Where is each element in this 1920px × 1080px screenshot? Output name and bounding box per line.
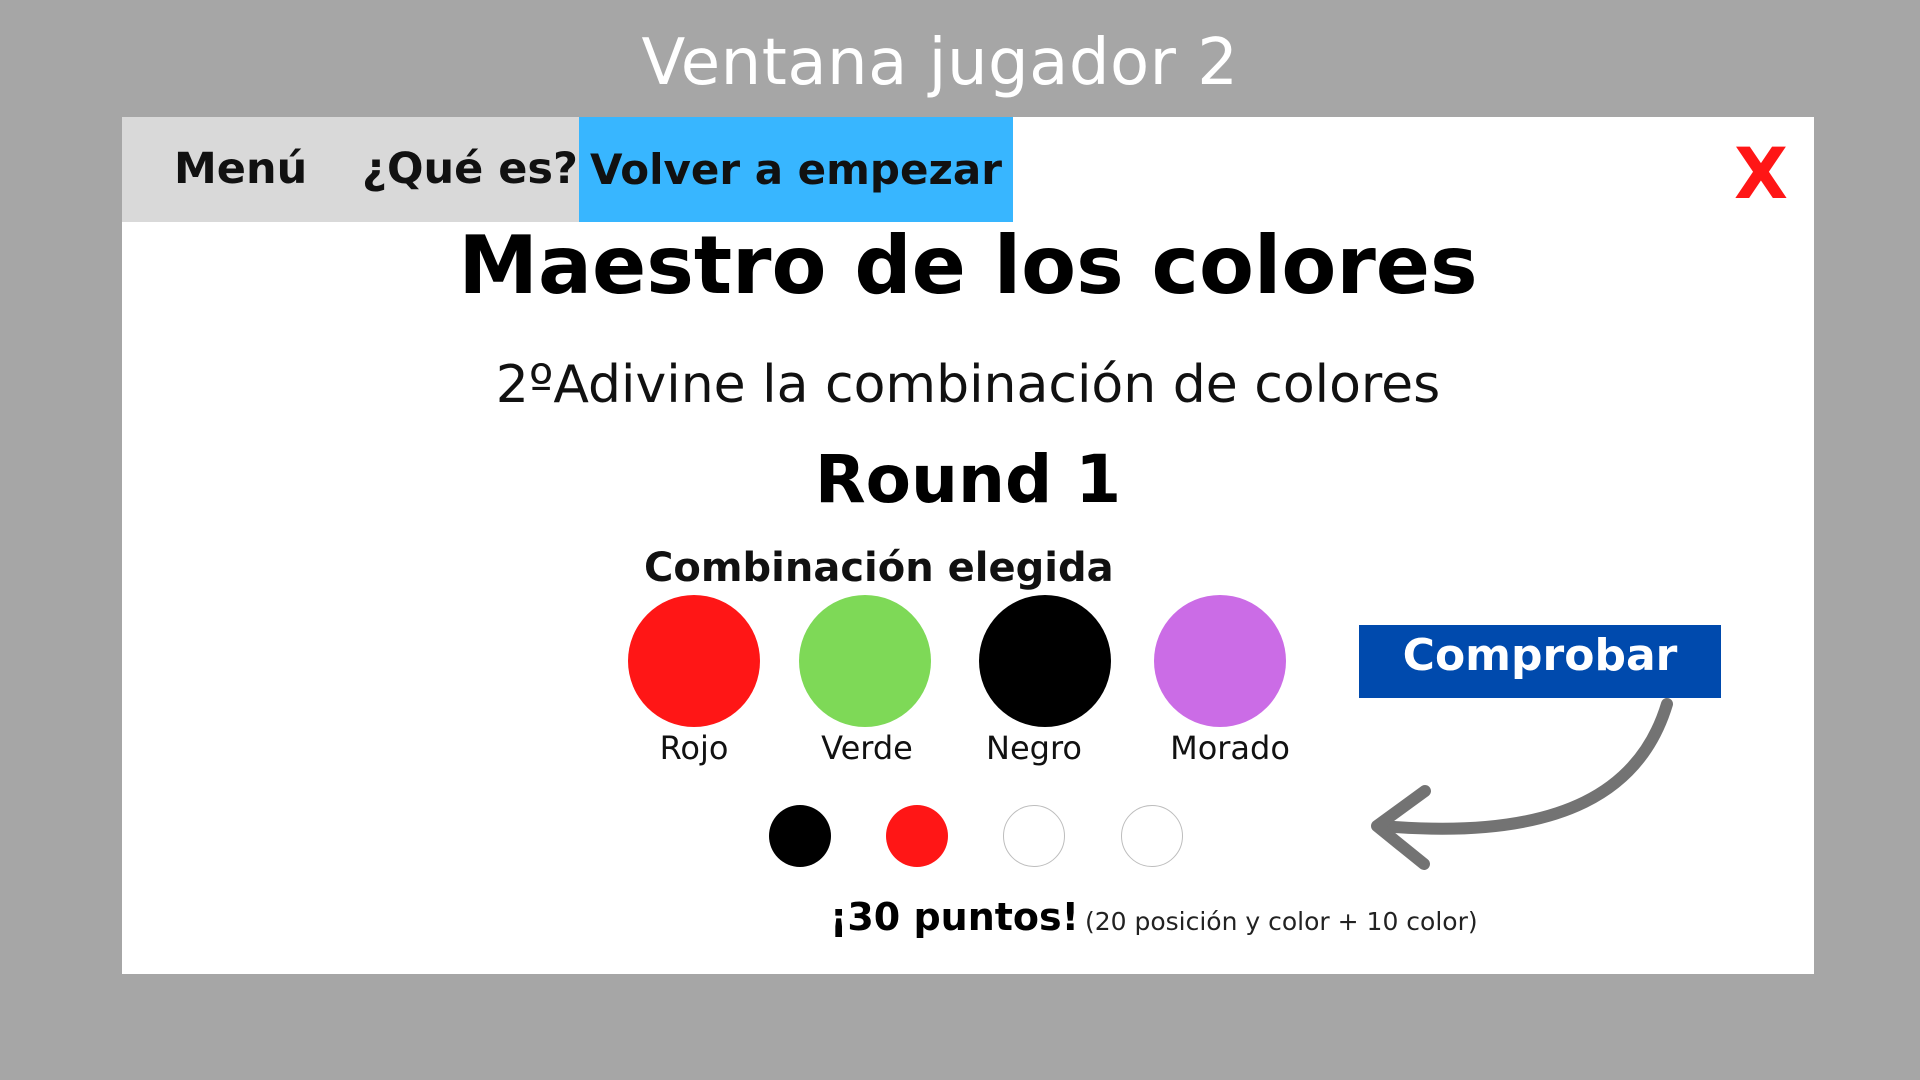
round-label: Round 1 (814, 441, 1122, 518)
score-detail: (20 posición y color + 10 color) (1084, 907, 1478, 936)
what-is-button[interactable]: ¿Qué es? (362, 144, 578, 194)
color-peg-green[interactable] (799, 595, 931, 727)
restart-button[interactable]: Volver a empezar (579, 117, 1013, 222)
check-button[interactable]: Comprobar (1359, 625, 1721, 698)
game-title: Maestro de los colores (458, 219, 1478, 312)
combination-label: Combinación elegida (644, 545, 1114, 591)
color-peg-black[interactable] (979, 595, 1111, 727)
color-label-black: Negro (986, 729, 1082, 767)
curved-arrow-icon (1222, 692, 1682, 892)
score-points: ¡30 puntos! (830, 895, 1079, 939)
color-label-green: Verde (821, 729, 913, 767)
instruction-text: 2ºAdivine la combinación de colores (495, 355, 1441, 415)
feedback-peg-4 (1121, 805, 1183, 867)
color-peg-red[interactable] (628, 595, 760, 727)
game-window (122, 117, 1814, 974)
score-text (830, 895, 1478, 939)
feedback-peg-1 (769, 805, 831, 867)
color-label-purple: Morado (1170, 729, 1290, 767)
color-label-red: Rojo (659, 729, 729, 767)
window-caption: Ventana jugador 2 (641, 26, 1239, 100)
feedback-peg-3 (1003, 805, 1065, 867)
feedback-peg-2 (886, 805, 948, 867)
close-icon[interactable]: X (1734, 133, 1788, 215)
menu-button[interactable]: Menú (174, 144, 308, 194)
